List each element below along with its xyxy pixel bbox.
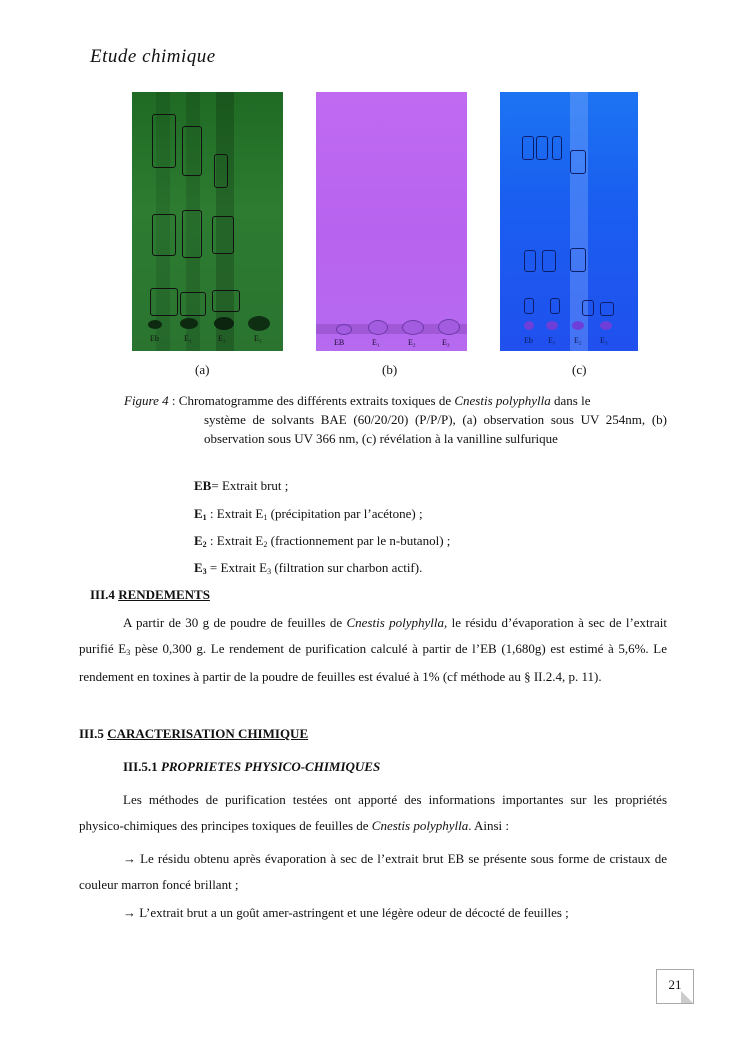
lane-label: E₁ bbox=[184, 334, 192, 343]
sample-spot bbox=[600, 321, 612, 330]
legend-sep: = bbox=[211, 478, 222, 493]
legend-e2 bbox=[194, 533, 450, 549]
spot-outline bbox=[182, 126, 202, 176]
lane-label: E₁ bbox=[372, 338, 380, 347]
figure-text: Chromatogramme des différents extraits toxiques de bbox=[178, 393, 455, 408]
plate-b-caption: (b) bbox=[382, 362, 398, 377]
paragraph-rendements bbox=[79, 610, 667, 690]
legend-abbr: $E_1$ bbox=[194, 506, 207, 522]
section-heading-3-5 bbox=[79, 726, 308, 742]
para-text: , le résidu d’évaporation à sec de l’extrait purifié E bbox=[79, 615, 667, 656]
spot-outline bbox=[550, 298, 560, 314]
running-header: Etude chimique bbox=[90, 46, 216, 67]
section-number: III.5.1 bbox=[123, 759, 161, 774]
spot-outline bbox=[212, 290, 240, 312]
spot-outline bbox=[570, 150, 586, 174]
section-title: CARACTERISATION CHIMIQUE bbox=[107, 726, 309, 741]
para-text: pèse 0,300 g. Le rendement de purification calculé à partir de l’EB (1,680g) est estimé à 5,6%. Le rendement en toxines à partir de la poudre de feuilles est évalué à 1% (cf méthode au § II.2.4, p. 11). bbox=[79, 641, 668, 684]
spot-outline bbox=[152, 214, 176, 256]
legend-sep: : bbox=[206, 506, 217, 521]
spot-outline bbox=[152, 114, 176, 168]
section-number: III.5 bbox=[79, 726, 108, 741]
spot-outline bbox=[522, 136, 534, 160]
legend-abbr: $E_3$ bbox=[194, 560, 207, 576]
legend-text: Extrait brut ; bbox=[221, 478, 289, 493]
lane-label: E₃ bbox=[442, 338, 450, 347]
section-title: RENDEMENTS bbox=[118, 587, 210, 602]
spot-outline bbox=[214, 154, 228, 188]
section-heading-3-4 bbox=[90, 587, 210, 603]
spot-outline bbox=[536, 136, 548, 160]
figure-caption bbox=[124, 391, 667, 448]
legend-abbr: $E_2$ bbox=[194, 533, 207, 549]
sample-spot bbox=[572, 321, 584, 330]
figure-text: dans le bbox=[550, 393, 591, 408]
paragraph-proprietes bbox=[79, 787, 667, 839]
tlc-plate-b bbox=[316, 92, 467, 351]
lane-label: Eb bbox=[524, 336, 533, 345]
lane-label: E₂ bbox=[408, 338, 416, 347]
figure-text-cont: système de solvants BAE (60/20/20) (P/P/P), (a) observation sous UV 254nm, (b) observation sous UV 366 nm, (c) révélation à la vanilline sulfurique bbox=[204, 412, 667, 446]
sample-spot bbox=[214, 317, 234, 330]
legend-sep: = bbox=[206, 560, 221, 575]
bullet-residue: → Le résidu obtenu après évaporation à sec de l’extrait brut EB se présente sous forme de cristaux de couleur marron foncé brillant ; bbox=[79, 851, 667, 892]
spot-outline bbox=[524, 250, 536, 272]
spot-outline bbox=[212, 216, 234, 254]
lane-label: EB bbox=[334, 338, 345, 347]
tlc-plate-a bbox=[132, 92, 283, 351]
sample-spot bbox=[248, 316, 270, 331]
para-text: Les méthodes de purification testées ont apporté des informations importantes sur les propriétés physico-chimiques des principes toxiques de feuilles de bbox=[79, 792, 667, 833]
lane-label: Eb bbox=[150, 334, 159, 343]
lane-label: E₃ bbox=[600, 336, 608, 345]
legend-eb bbox=[194, 478, 288, 494]
legend-e1 bbox=[194, 506, 423, 522]
species-name: Cnestis polyphylla bbox=[454, 393, 551, 408]
lane-label: E₁ bbox=[548, 336, 556, 345]
plate-a-caption: (a) bbox=[195, 362, 210, 377]
subsection-heading-3-5-1 bbox=[123, 759, 380, 775]
sample-spot bbox=[546, 321, 558, 330]
subscript: 3 bbox=[126, 648, 131, 657]
legend-text: Extrait $E_1$ (précipitation par l’acétone) ; bbox=[216, 506, 423, 522]
spot-outline bbox=[570, 248, 586, 272]
spot-outline bbox=[180, 292, 206, 316]
para-text: A partir de 30 g de poudre de feuilles de bbox=[123, 615, 347, 630]
spot-outline bbox=[182, 210, 202, 258]
legend-sep: : bbox=[206, 533, 217, 548]
legend-text: Extrait $E_2$ (fractionnement par le n-butanol) ; bbox=[216, 533, 451, 549]
page-number: 21 bbox=[656, 969, 694, 1004]
spot-outline bbox=[524, 298, 534, 314]
lane-label: E₂ bbox=[218, 334, 226, 343]
bullet-taste: → L’extrait brut a un goût amer-astringent et une légère odeur de décocté de feuilles ; bbox=[123, 905, 569, 920]
figure-sep: : bbox=[168, 393, 179, 408]
para-text: . Ainsi : bbox=[468, 818, 510, 833]
plate-c-caption: (c) bbox=[572, 362, 587, 377]
section-number: III.4 bbox=[90, 587, 119, 602]
sample-spot bbox=[180, 318, 198, 329]
section-title: PROPRIETES PHYSICO-CHIMIQUES bbox=[160, 759, 381, 774]
sample-spot bbox=[336, 324, 352, 335]
lane-label: E₃ bbox=[254, 334, 262, 343]
legend-e3 bbox=[194, 560, 422, 576]
figure-number: Figure 4 bbox=[124, 393, 169, 408]
legend-abbr: EB bbox=[194, 478, 212, 493]
page-fold-icon bbox=[681, 991, 693, 1003]
species-name: Cnestis polyphylla bbox=[371, 818, 469, 833]
legend-text: Extrait $E_3$ (filtration sur charbon actif). bbox=[220, 560, 423, 576]
spot-outline bbox=[600, 302, 614, 316]
lane-label: E₂ bbox=[574, 336, 582, 345]
sample-spot bbox=[438, 319, 460, 335]
sample-spot bbox=[524, 321, 534, 330]
species-name: Cnestis polyphylla bbox=[346, 615, 445, 630]
sample-spot bbox=[148, 320, 162, 329]
spot-outline bbox=[582, 300, 594, 316]
spot-outline bbox=[150, 288, 178, 316]
spot-outline bbox=[552, 136, 562, 160]
spot-outline bbox=[542, 250, 556, 272]
sample-spot bbox=[368, 320, 388, 335]
sample-spot bbox=[402, 320, 424, 335]
tlc-plate-c bbox=[500, 92, 638, 351]
